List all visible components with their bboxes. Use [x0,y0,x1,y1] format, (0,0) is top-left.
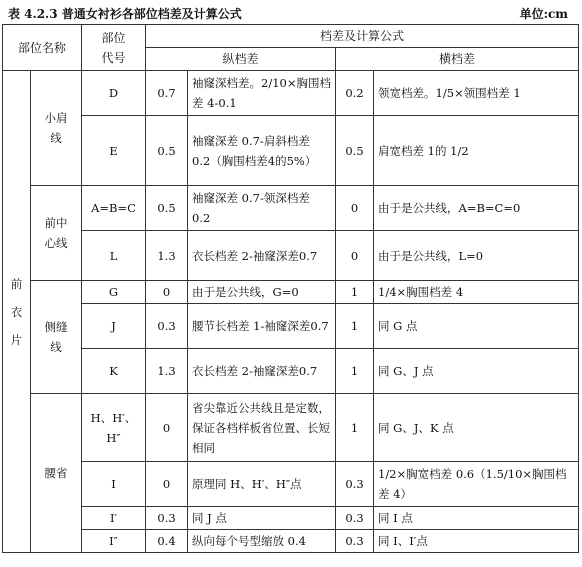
table-row [3,281,579,304]
section-label-front-piece [3,71,31,553]
cell-horizontal-formula: 领宽档差。1/5×领围档差 1 [374,71,579,116]
cell-horizontal-value: 0 [336,186,374,231]
table-row [3,462,579,507]
cell-horizontal-formula: 同 G、J 点 [374,349,579,394]
header-row-1 [3,25,579,48]
cell-vertical-value: 0 [146,462,188,507]
cell-horizontal-formula: 肩宽档差 1的 1/2 [374,116,579,186]
cell-vertical-value: 0 [146,394,188,462]
group-label-shoulder-line [31,71,82,186]
group-label-line: 前中 [44,216,68,230]
cell-vertical-formula: 纵向每个号型缩放 0.4 [188,530,336,553]
group-label-line: 线 [50,340,62,354]
cell-vertical-value: 0.3 [146,507,188,530]
group-label-line: 小肩 [44,111,68,125]
section-char: 衣 [10,304,23,319]
cell-code: I′ [82,507,146,530]
table-row [3,116,579,186]
header-code-line2: 代号 [101,50,126,65]
cell-code: J [82,304,146,349]
cell-vertical-formula: 袖窿深差 0.7-领深档差 0.2 [188,186,336,231]
cell-horizontal-value: 1 [336,281,374,304]
cell-vertical-value: 1.3 [146,349,188,394]
cell-horizontal-value: 1 [336,304,374,349]
cell-horizontal-formula: 同 G 点 [374,304,579,349]
cell-horizontal-value: 1 [336,394,374,462]
table-row [3,530,579,553]
cell-vertical-value: 0.4 [146,530,188,553]
table-row [3,71,579,116]
table-title: 表 4.2.3 普通女衬衫各部位档差及计算公式 [8,7,242,21]
cell-vertical-value: 1.3 [146,231,188,281]
cell-horizontal-value: 0 [336,231,374,281]
cell-horizontal-value: 0.3 [336,507,374,530]
cell-horizontal-value: 0.3 [336,462,374,507]
cell-code: E [82,116,146,186]
table-caption [8,4,578,22]
table-row [3,231,579,281]
group-label-line: 心线 [44,236,68,250]
header-vertical: 纵档差 [146,48,336,71]
cell-vertical-value: 0.7 [146,71,188,116]
cell-horizontal-value: 0.5 [336,116,374,186]
cell-vertical-formula: 袖窿深差 0.7-肩斜档差 0.2（胸围档差4的5%） [188,116,336,186]
cell-code: D [82,71,146,116]
group-label-front-center-line [31,186,82,281]
header-grading-group: 档差及计算公式 [146,25,579,48]
cell-vertical-value: 0.5 [146,186,188,231]
group-label-waist-dart: 腰省 [31,394,82,553]
cell-horizontal-value: 1 [336,349,374,394]
header-horizontal: 横档差 [336,48,579,71]
cell-code: I″ [82,530,146,553]
header-part-name: 部位名称 [3,25,82,71]
cell-horizontal-formula: 由于是公共线，A=B=C=0 [374,186,579,231]
cell-horizontal-formula: 同 I、I′点 [374,530,579,553]
table-row [3,394,579,462]
cell-vertical-formula: 衣长档差 2-袖窿深差0.7 [188,231,336,281]
cell-horizontal-value: 0.2 [336,71,374,116]
cell-vertical-formula: 省尖靠近公共线且是定数，保证各档样板省位置、长短相同 [188,394,336,462]
cell-horizontal-formula: 同 G、J、K 点 [374,394,579,462]
section-char: 片 [10,332,23,347]
cell-code: H、H′、H″ [82,394,146,462]
cell-vertical-value: 0.5 [146,116,188,186]
cell-horizontal-formula: 同 I 点 [374,507,579,530]
group-label-side-seam-line [31,281,82,394]
cell-horizontal-formula: 1/2×胸宽档差 0.6（1.5/10×胸围档差 4） [374,462,579,507]
cell-vertical-value: 0.3 [146,304,188,349]
cell-horizontal-value: 0.3 [336,530,374,553]
table-row [3,186,579,231]
cell-code: L [82,231,146,281]
cell-vertical-formula: 由于是公共线，G=0 [188,281,336,304]
header-code-line1: 部位 [101,30,126,45]
table-row [3,349,579,394]
group-label-line: 侧缝 [44,320,68,334]
cell-code: A=B=C [82,186,146,231]
cell-code: G [82,281,146,304]
cell-vertical-formula: 衣长档差 2-袖窿深差0.7 [188,349,336,394]
group-label-line: 线 [50,131,62,145]
cell-code: K [82,349,146,394]
table-row [3,304,579,349]
cell-code: I [82,462,146,507]
unit-label: 单位:cm [519,7,568,21]
cell-horizontal-formula: 由于是公共线，L=0 [374,231,579,281]
cell-vertical-formula: 腰节长档差 1-袖窿深差0.7 [188,304,336,349]
table-row [3,507,579,530]
cell-vertical-formula: 同 J 点 [188,507,336,530]
header-code [82,25,146,71]
cell-vertical-value: 0 [146,281,188,304]
cell-vertical-formula: 袖窿深档差。2/10×胸围档差 4-0.1 [188,71,336,116]
cell-horizontal-formula: 1/4×胸围档差 4 [374,281,579,304]
section-char: 前 [10,276,23,291]
cell-vertical-formula: 原理同 H、H′、H″点 [188,462,336,507]
grading-table [2,24,579,553]
